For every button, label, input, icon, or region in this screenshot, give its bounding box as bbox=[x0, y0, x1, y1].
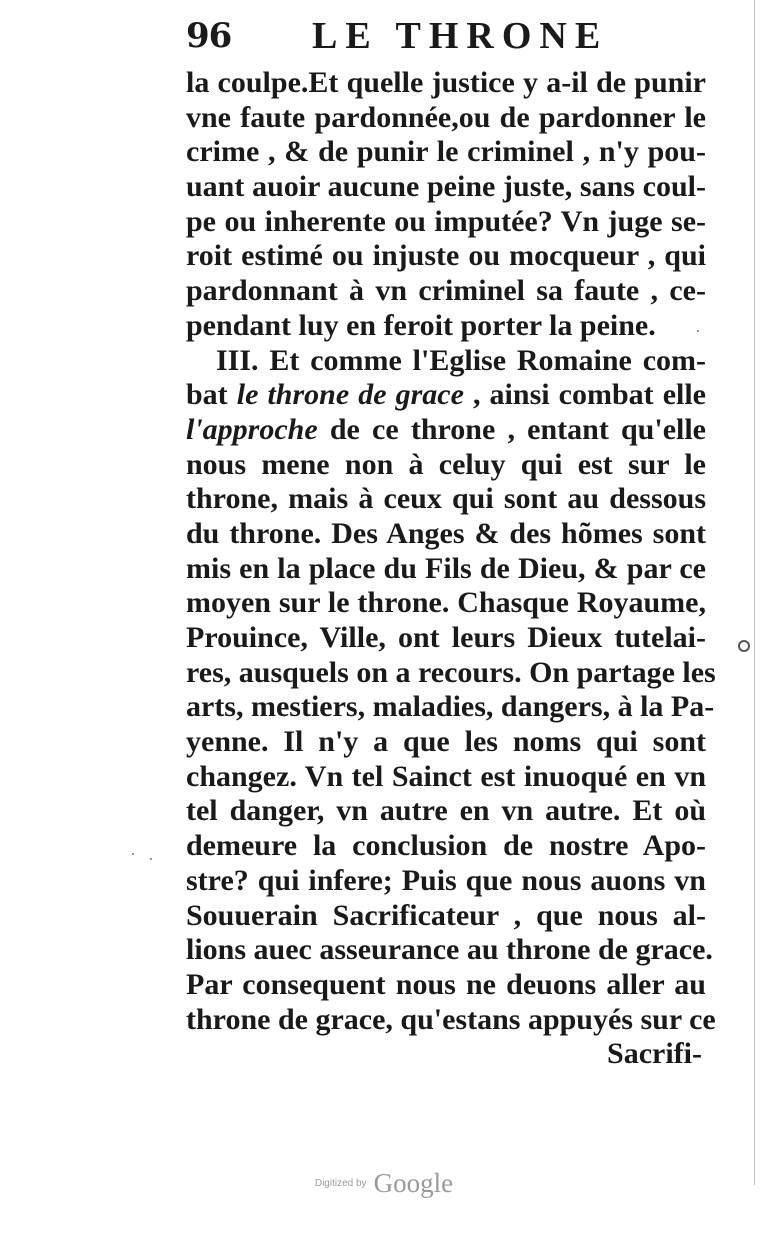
page-number: 96 bbox=[186, 16, 232, 56]
text-line: throne de grace, qu'estans appuyés sur ce bbox=[186, 1002, 716, 1036]
text-line: uant auoir aucune peine juste, sans coul- bbox=[186, 170, 706, 204]
body-text bbox=[186, 66, 716, 1072]
text-line: lions auec asseurance au throne de grace. bbox=[186, 933, 713, 967]
text-line: stre? qui infere; Puis que nous auons vn bbox=[186, 863, 706, 897]
ink-speck bbox=[132, 853, 134, 855]
text-line: pardonnant à vn criminel sa faute , ce- bbox=[186, 274, 706, 308]
page-edge-line bbox=[754, 0, 755, 1185]
text-line: yenne. Il n'y a que les noms qui sont bbox=[186, 725, 706, 759]
text-line: tel danger, vn autre en vn autre. Et où bbox=[186, 794, 706, 828]
text-fragment: , ainsi combat elle bbox=[463, 378, 706, 412]
margin-ring-mark bbox=[738, 640, 750, 652]
catchword: Sacrifi- bbox=[607, 1037, 702, 1071]
text-line: crime , & de punir le criminel , n'y pou- bbox=[186, 135, 706, 169]
italic-phrase: le throne de grace bbox=[236, 378, 464, 412]
text-line: moyen sur le throne. Chasque Royaume, bbox=[186, 586, 706, 620]
text-line: la coulpe.Et quelle justice y a-il de punir bbox=[186, 66, 706, 99]
text-line: res, ausquels on a recours. On partage les bbox=[186, 655, 716, 689]
digitization-watermark bbox=[0, 1168, 768, 1199]
text-line: throne, mais à ceux qui sont au dessous bbox=[186, 482, 706, 516]
google-watermark-logo: Google bbox=[373, 1168, 454, 1198]
running-title: LE THRONE bbox=[312, 15, 609, 57]
italic-phrase: l'approche bbox=[186, 412, 318, 446]
text-line: Prouince, Ville, ont leurs Dieux tutelai- bbox=[186, 621, 706, 654]
ink-speck bbox=[150, 858, 152, 860]
text-line-with-italic bbox=[186, 413, 706, 448]
page-header bbox=[186, 14, 706, 64]
text-line: arts, mestiers, maladies, dangers, à la Pa- bbox=[186, 690, 715, 724]
text-line: pendant luy en feroit porter la peine. bbox=[186, 308, 656, 342]
text-line: vne faute pardonnée,ou de pardonner le bbox=[186, 100, 706, 134]
text-line: Souuerain Sacrificateur , que nous al- bbox=[186, 898, 706, 932]
text-line: du throne. Des Anges & des hõmes sont bbox=[186, 516, 706, 550]
text-line-with-italic bbox=[186, 378, 706, 413]
text-line: changez. Vn tel Sainct est inuoqué en vn bbox=[186, 759, 706, 793]
paragraph-start-line: III. Et comme l'Eglise Romaine com- bbox=[216, 343, 706, 377]
text-line: roit estimé ou injuste ou mocqueur , qui bbox=[186, 239, 706, 273]
text-line: mis en la place du Fils de Dieu, & par ce bbox=[186, 551, 706, 585]
text-line: nous mene non à celuy qui est sur le bbox=[186, 447, 706, 481]
text-fragment: bat bbox=[186, 378, 237, 412]
text-line: demeure la conclusion de nostre Apo- bbox=[186, 829, 706, 863]
text-line: Par consequent nous ne deuons aller au bbox=[186, 967, 706, 1001]
text-fragment: de ce throne , entant qu'elle bbox=[317, 412, 706, 446]
digitized-by-label: Digitized by bbox=[314, 1178, 367, 1189]
text-line: pe ou inherente ou imputée? Vn juge se- bbox=[186, 204, 706, 238]
